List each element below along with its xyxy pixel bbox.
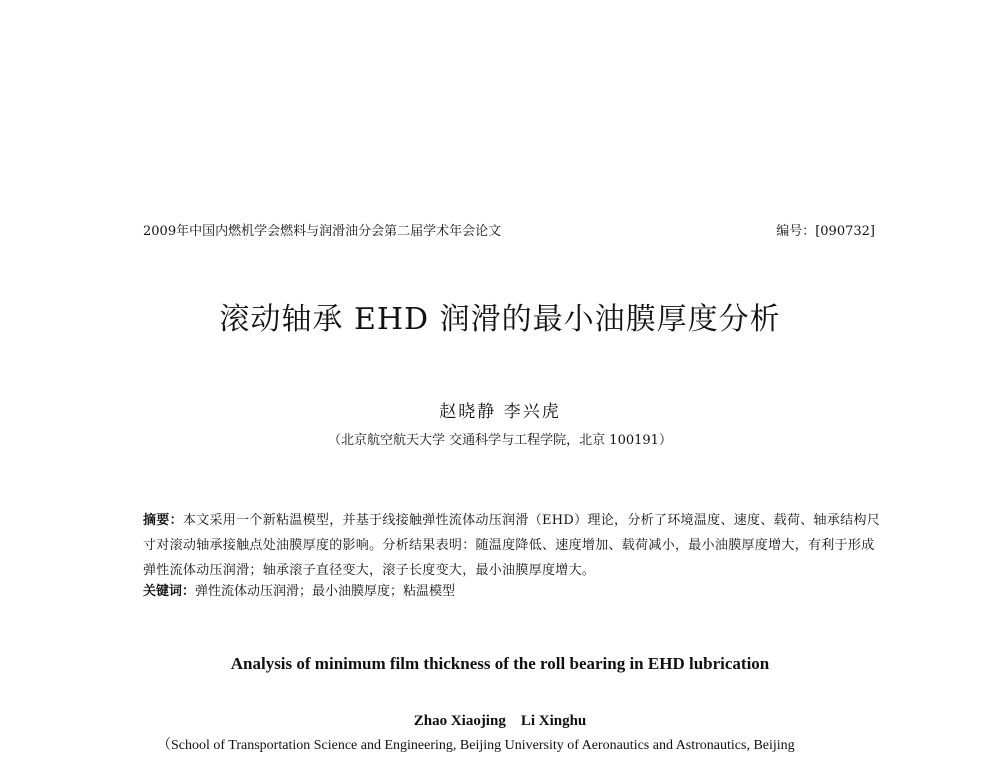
authors-en: Zhao Xiaojing Li Xinghu xyxy=(413,713,587,729)
abstract-cn xyxy=(143,508,881,583)
paper-number: 编号：[090732] xyxy=(776,224,875,239)
abstract-label: 摘要： xyxy=(143,513,183,528)
keywords-text: 弹性流体动压润滑；最小油膜厚度；粘温模型 xyxy=(195,584,456,599)
authors-cn: 赵晓静 李兴虎 xyxy=(439,402,561,422)
paper-title-en: Analysis of minimum film thickness of the roll bearing in EHD lubrication xyxy=(230,654,770,673)
affiliation-cn: （北京航空航天大学 交通科学与工程学院，北京 100191） xyxy=(328,433,672,448)
conference-name: 2009年中国内燃机学会燃料与润滑油分会第二届学术年会论文 xyxy=(143,224,502,239)
paper-title-cn: 滚动轴承 EHD 润滑的最小油膜厚度分析 xyxy=(219,302,781,337)
abstract-text: 本文采用一个新粘温模型，并基于线接触弹性流体动压润滑（EHD）理论，分析了环境温度、速度、载荷、轴承结构尺寸对滚动轴承接触点处油膜厚度的影响。分析结果表明：随温度降低、速度增加、载荷减小，最小油膜厚度增大，有利于形成弹性流体动压润滑；轴承滚子直径变大，滚子长度变大，最小油膜厚度增大。 xyxy=(143,513,881,578)
keywords-cn xyxy=(143,582,881,602)
affiliation-en: （School of Transportation Science and Engineering, Beijing University of Aeronautics and Astronautics, Beijing xyxy=(157,738,795,753)
keywords-label: 关键词： xyxy=(143,584,196,599)
running-header xyxy=(143,222,875,242)
